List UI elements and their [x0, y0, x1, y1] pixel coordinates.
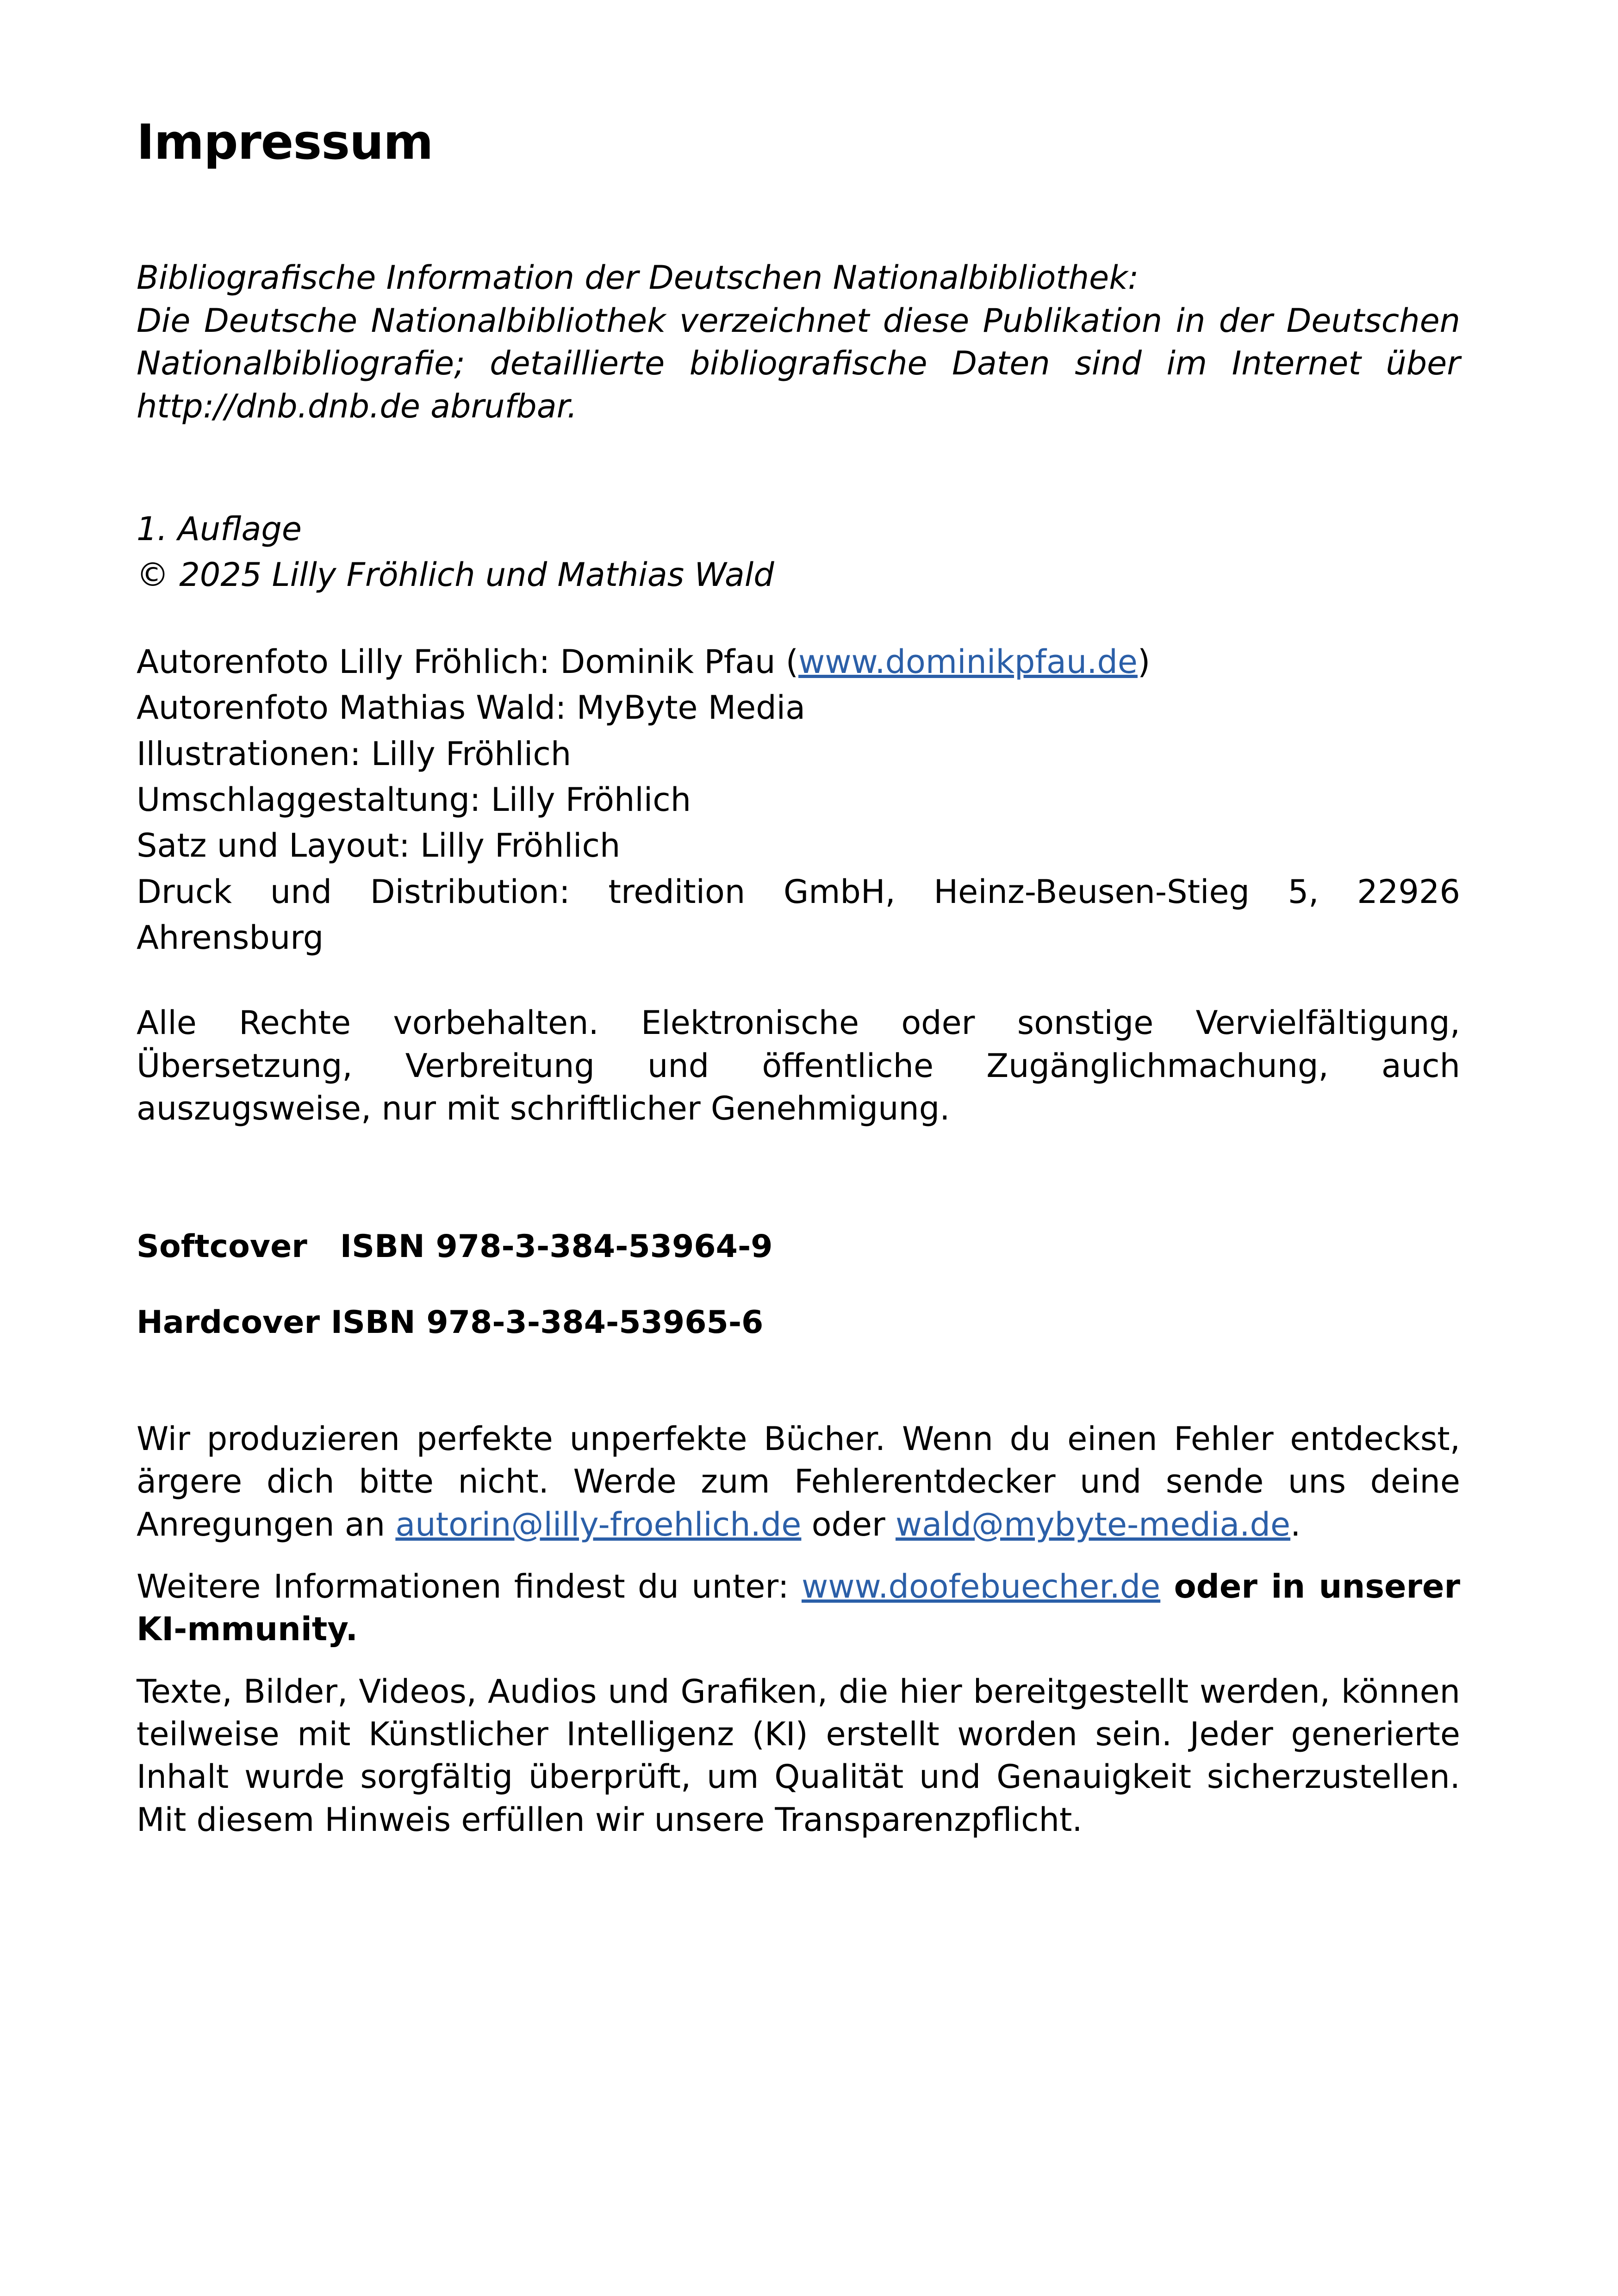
- email-wald-link[interactable]: wald@mybyte-media.de: [896, 1505, 1291, 1543]
- more-info-text-before: Weitere Informationen findest du unter:: [137, 1567, 802, 1605]
- credit-prefix-text: Autorenfoto Lilly Fröhlich: Dominik Pfau (: [137, 642, 799, 681]
- feedback-text-before: Wir produzieren perfekte unperfekte Bücher. Wenn du einen Fehler entdeckst, ärgere dich bitte nicht. Werde zum Fehlerentdecker und sende uns deine Anregungen an: [137, 1419, 1460, 1543]
- bibliographic-heading: Bibliografische Information der Deutschen Nationalbibliothek:: [137, 259, 1139, 297]
- edition-line: 1. Auflage: [137, 510, 302, 548]
- feedback-text-middle: oder: [801, 1505, 896, 1543]
- more-info-paragraph: [137, 1565, 1460, 1651]
- doofebuecher-link[interactable]: www.doofebuecher.de: [801, 1567, 1161, 1605]
- credit-author-photo-lilly: [137, 639, 1460, 685]
- bibliographic-body: Die Deutsche Nationalbibliothek verzeichnet diese Publikation in der Deutschen Nationalbibliografie; detaillierte bibliografische Daten sind im Internet über http://dnb.dnb.de abrufbar.: [137, 301, 1460, 425]
- credit-cover-design: Umschlaggestaltung: Lilly Fröhlich: [137, 780, 691, 819]
- credit-suffix-text: ): [1137, 642, 1151, 681]
- page-title: Impressum: [137, 114, 433, 170]
- email-autorin-link[interactable]: autorin@lilly-froehlich.de: [395, 1505, 802, 1543]
- page-content: [137, 116, 1460, 1841]
- dominikpfau-link[interactable]: www.dominikpfau.de: [798, 642, 1138, 681]
- isbn-softcover: Softcover ISBN 978-3-384-53964-9: [137, 1228, 773, 1265]
- rights-notice: Alle Rechte vorbehalten. Elektronische oder sonstige Vervielfältigung, Übersetzung, Verbreitung und öffentliche Zugänglichmachung, auch auszugsweise, nur mit schriftlicher Genehmigung.: [137, 1004, 1460, 1128]
- feedback-text-after: .: [1290, 1505, 1301, 1543]
- more-info-bold-text: oder in unserer KI-mmunity.: [137, 1567, 1460, 1649]
- credit-print-distribution: Druck und Distribution: tredition GmbH, Heinz-Beusen-Stieg 5, 22926 Ahrensburg: [137, 872, 1460, 957]
- credit-author-photo-mathias: Autorenfoto Mathias Wald: MyByte Media: [137, 689, 805, 727]
- feedback-paragraph: [137, 1418, 1460, 1546]
- credit-typesetting: Satz und Layout: Lilly Fröhlich: [137, 827, 621, 865]
- credit-illustrations: Illustrationen: Lilly Fröhlich: [137, 734, 572, 773]
- isbn-hardcover: Hardcover ISBN 978-3-384-53965-6: [137, 1304, 764, 1341]
- ai-notice-paragraph: Texte, Bilder, Videos, Audios und Grafiken, die hier bereitgestellt werden, können teilweise mit Künstlicher Intelligenz (KI) erstellt worden sein. Jeder generierte Inhalt wurde sorgfältig überprüft, um Qualität und Genauigkeit sicherzustellen. Mit diesem Hinweis erfüllen wir unsere Transparenzpflicht.: [137, 1672, 1460, 1839]
- copyright-line: © 2025 Lilly Fröhlich und Mathias Wald: [137, 556, 774, 594]
